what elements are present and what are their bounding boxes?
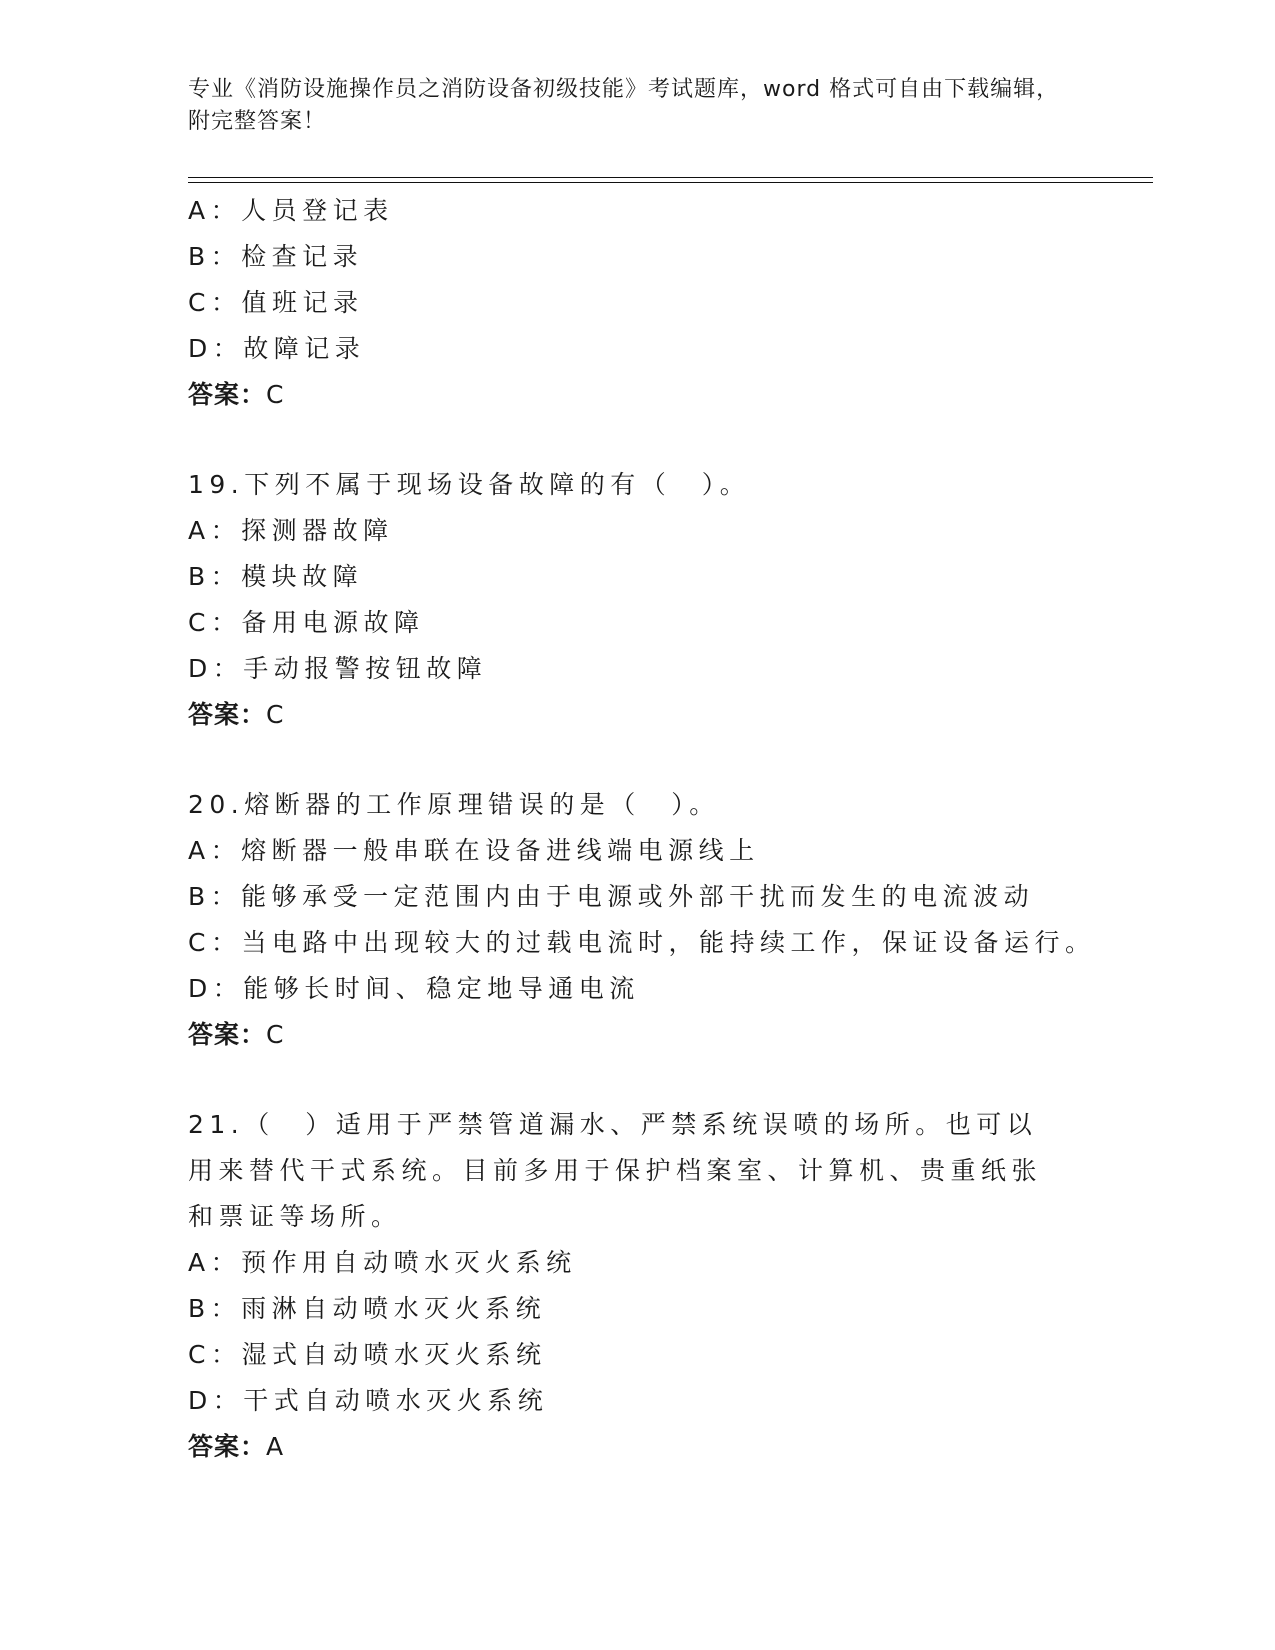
answer-label: 答案： — [188, 1020, 267, 1049]
answer-line — [188, 1012, 1088, 1058]
option-c: C：备用电源故障 — [188, 608, 425, 637]
answer-line — [188, 1424, 1088, 1470]
option-a: A：熔断器一般串联在设备进线端电源线上 — [188, 836, 760, 865]
question-block-21 — [188, 1102, 1088, 1470]
option-c: C：湿式自动喷水灭火系统 — [188, 1340, 547, 1369]
answer-value: A — [266, 1432, 285, 1461]
option-b: B：模块故障 — [188, 562, 364, 591]
question-text: 21.（ ）适用于严禁管道漏水、严禁系统误喷的场所。也可以用来替代干式系统。目前多用于保护档案室、计算机、贵重纸张和票证等场所。 — [188, 1110, 1043, 1231]
question-list — [188, 188, 1096, 1470]
answer-value: C — [266, 1020, 285, 1049]
question-block-20 — [188, 782, 1096, 1058]
question-text: 20.熔断器的工作原理错误的是（ ）。 — [188, 790, 720, 819]
answer-value: C — [266, 700, 285, 729]
header-rule-top — [188, 177, 1153, 178]
answer-label: 答案： — [188, 380, 267, 409]
answer-line — [188, 692, 1088, 738]
answer-label: 答案： — [188, 700, 267, 729]
answer-value: C — [266, 380, 285, 409]
option-a: A：人员登记表 — [188, 196, 394, 225]
answer-label: 答案： — [188, 1432, 267, 1461]
document-header: 专业《消防设施操作员之消防设备初级技能》考试题库，word 格式可自由下载编辑，附完整答案！ — [188, 77, 1060, 134]
option-c: C：值班记录 — [188, 288, 364, 317]
option-d: D：干式自动喷水灭火系统 — [188, 1386, 549, 1415]
question-block-19 — [188, 462, 1088, 738]
question-block-prev — [188, 188, 1088, 418]
option-d: D：能够长时间、稳定地导通电流 — [188, 974, 640, 1003]
option-b: B：能够承受一定范围内由于电源或外部干扰而发生的电流波动 — [188, 882, 1035, 911]
option-b: B：雨淋自动喷水灭火系统 — [188, 1294, 547, 1323]
answer-line — [188, 372, 1088, 418]
option-a: A：预作用自动喷水灭火系统 — [188, 1248, 577, 1277]
option-d: D：故障记录 — [188, 334, 366, 363]
option-c: C：当电路中出现较大的过载电流时，能持续工作，保证设备运行。 — [188, 928, 1096, 957]
option-a: A：探测器故障 — [188, 516, 394, 545]
header-rule-bottom — [188, 182, 1153, 183]
option-d: D：手动报警按钮故障 — [188, 654, 488, 683]
option-b: B：检查记录 — [188, 242, 364, 271]
question-text: 19.下列不属于现场设备故障的有（ ）。 — [188, 470, 751, 499]
